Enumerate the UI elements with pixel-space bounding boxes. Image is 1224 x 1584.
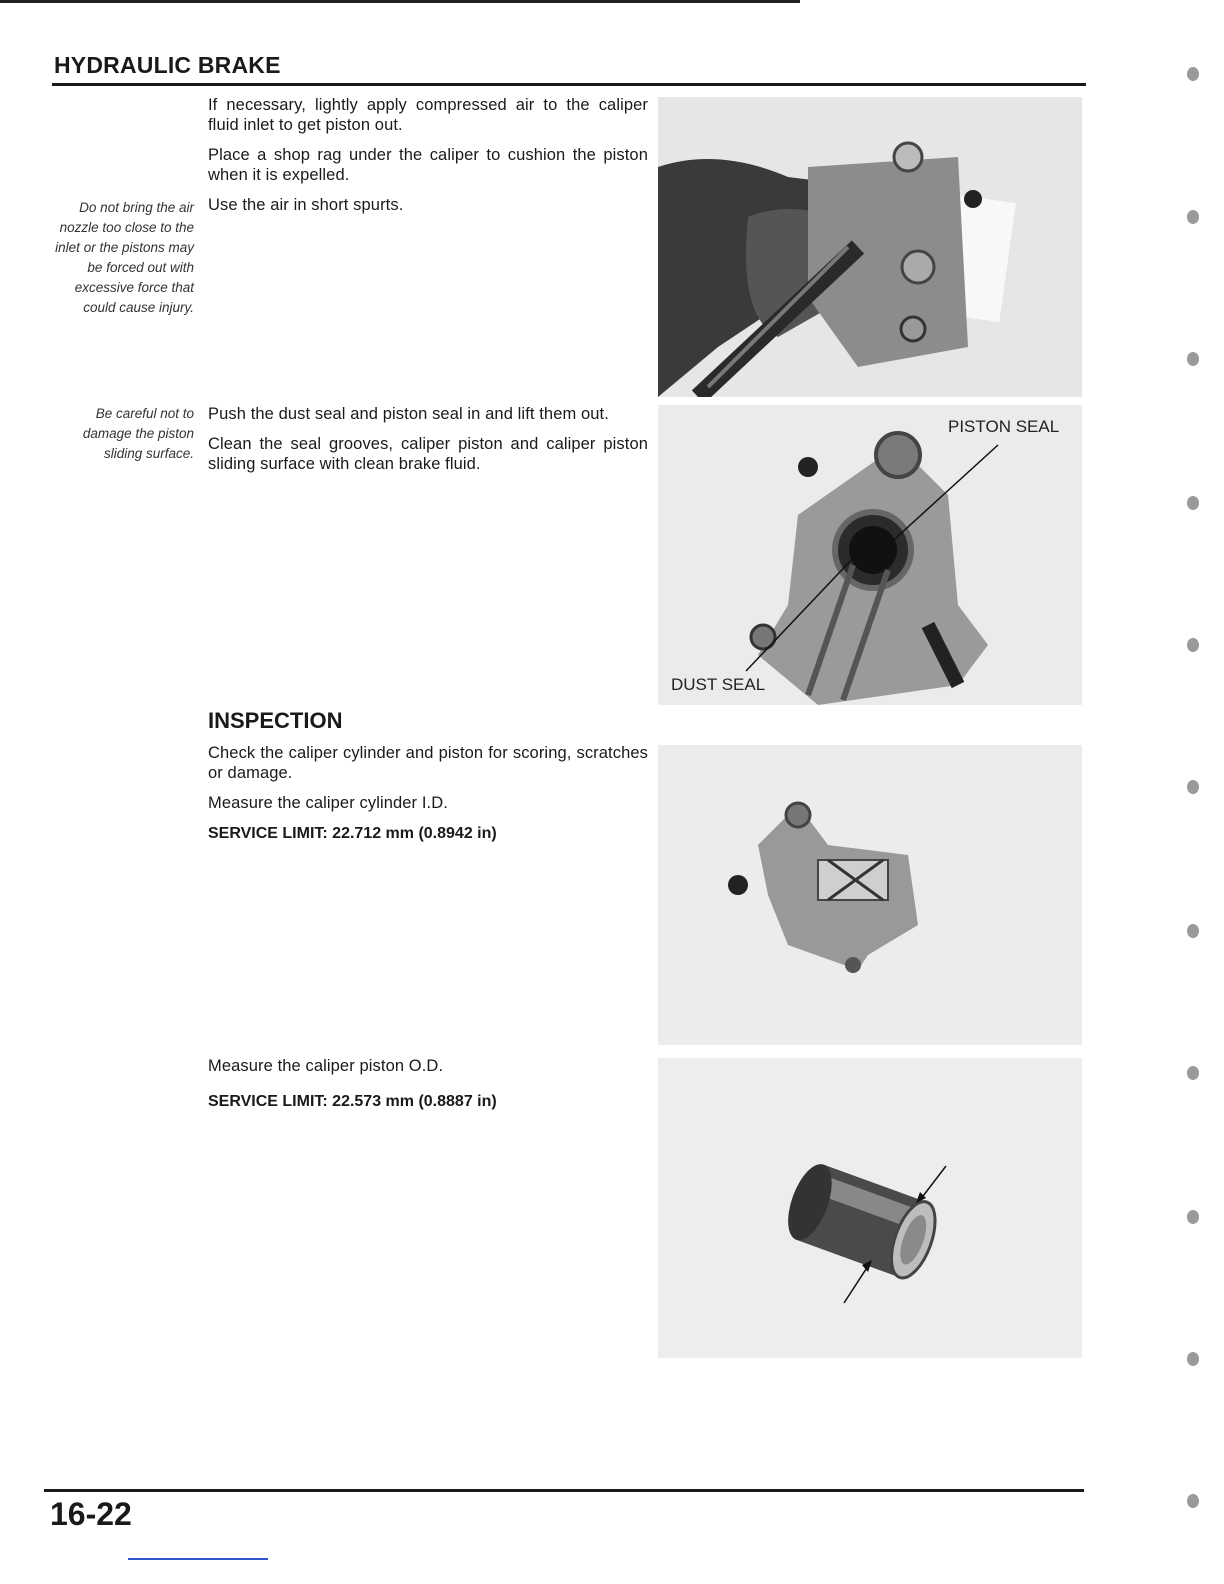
footer-rule bbox=[44, 1489, 1084, 1492]
section-title-inspection: INSPECTION bbox=[208, 708, 343, 733]
paragraph: Clean the seal grooves, caliper piston and caliper piston sliding surface with clean brake fluid. bbox=[208, 435, 648, 473]
binder-hole-dot bbox=[1187, 1352, 1199, 1366]
binder-hole-dot bbox=[1187, 1494, 1199, 1508]
page-number: 16-22 bbox=[50, 1496, 132, 1532]
photo-caliper-cylinder-measure bbox=[658, 745, 1082, 1045]
paragraph: Push the dust seal and piston seal in and lift them out. bbox=[208, 405, 609, 423]
binder-hole-dot bbox=[1187, 496, 1199, 510]
paragraph: Place a shop rag under the caliper to cushion the piston when it is expelled. bbox=[208, 146, 648, 184]
section2-text bbox=[208, 404, 648, 484]
paragraph: Check the caliper cylinder and piston for scoring, scratches or damage. bbox=[208, 744, 648, 782]
binder-hole-dot bbox=[1187, 352, 1199, 366]
caliper-cylinder-illustration bbox=[658, 745, 1082, 1045]
section1-text bbox=[208, 95, 648, 225]
binder-hole-dot bbox=[1187, 67, 1199, 81]
paragraph: If necessary, lightly apply compressed air to the caliper fluid inlet to get piston out. bbox=[208, 96, 648, 134]
label-piston-seal: PISTON SEAL bbox=[948, 417, 1060, 436]
leader-lines bbox=[658, 405, 1082, 705]
caliper-air-illustration bbox=[658, 97, 1082, 397]
label-dust-seal: DUST SEAL bbox=[671, 675, 766, 694]
caution-note-piston: Be careful not to damage the piston sliding surface. bbox=[82, 406, 194, 461]
piston-illustration bbox=[658, 1058, 1082, 1358]
paragraph: Use the air in short spurts. bbox=[208, 196, 404, 214]
page-header-title: HYDRAULIC BRAKE bbox=[54, 52, 281, 78]
photo-caliper-seals bbox=[658, 405, 1082, 705]
service-limit-piston: SERVICE LIMIT: 22.573 mm (0.8887 in) bbox=[208, 1093, 497, 1110]
inspection-text bbox=[208, 743, 648, 823]
binder-hole-dot bbox=[1187, 638, 1199, 652]
photo-caliper-piston bbox=[658, 1058, 1082, 1358]
inspection-text-2 bbox=[208, 1056, 648, 1086]
photo-caliper-air-nozzle bbox=[658, 97, 1082, 397]
paragraph: Measure the caliper piston O.D. bbox=[208, 1057, 444, 1075]
binder-hole-dot bbox=[1187, 924, 1199, 938]
binder-hole-dot bbox=[1187, 780, 1199, 794]
caution-note-air: Do not bring the air nozzle too close to the inlet or the pistons may be forced out with excessive force that could cause injury. bbox=[55, 200, 194, 315]
binder-hole-dot bbox=[1187, 210, 1199, 224]
top-edge-line bbox=[0, 0, 800, 3]
bottom-link-underline bbox=[128, 1558, 268, 1560]
header-rule bbox=[52, 83, 1086, 86]
binder-hole-dot bbox=[1187, 1210, 1199, 1224]
service-limit-cylinder: SERVICE LIMIT: 22.712 mm (0.8942 in) bbox=[208, 825, 497, 842]
paragraph: Measure the caliper cylinder I.D. bbox=[208, 794, 448, 812]
binder-hole-dot bbox=[1187, 1066, 1199, 1080]
